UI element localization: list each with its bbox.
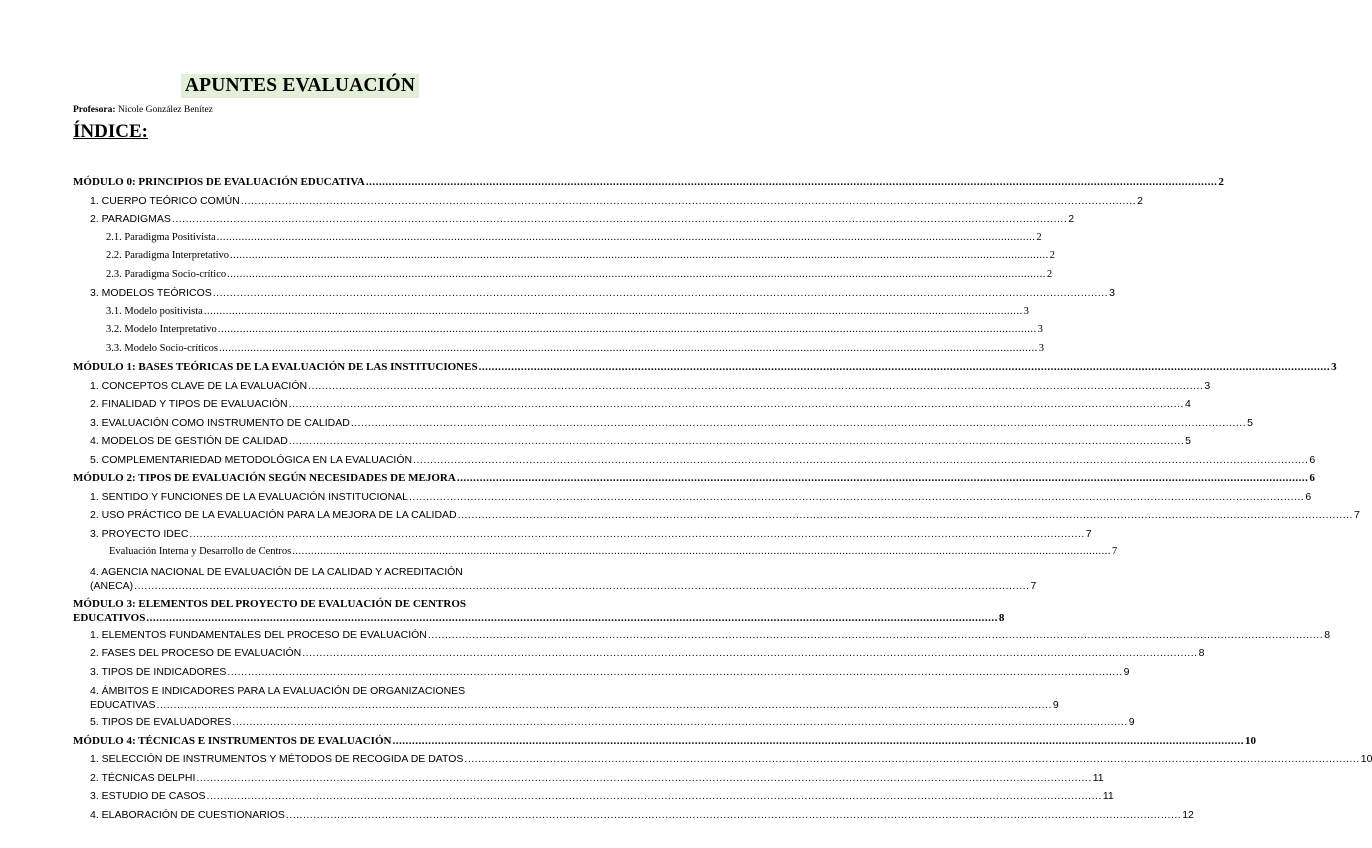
toc-entry[interactable] <box>73 324 1043 343</box>
toc-entry-label: 3. TIPOS DE INDICADORES <box>90 665 227 678</box>
toc-entry[interactable] <box>73 416 1253 436</box>
toc-entry[interactable] <box>73 509 1360 528</box>
toc-entry[interactable] <box>73 665 1130 685</box>
toc-page-number: 7 <box>1111 546 1118 557</box>
toc-page-number: 7 <box>1085 527 1092 540</box>
toc-entry[interactable] <box>73 647 1205 666</box>
toc-page-number: 9 <box>1052 699 1059 711</box>
toc-entry-label: 3.2. Modelo Interpretativo <box>106 324 217 335</box>
toc-entry-label: 3. ESTUDIO DE CASOS <box>90 790 206 802</box>
toc-entry[interactable] <box>73 546 1118 565</box>
toc-entry-label: EDUCATIVOS <box>73 611 146 624</box>
toc-page-number: 4 <box>1184 398 1191 410</box>
toc-entry-label: (ANECA) <box>90 579 134 592</box>
toc-leader-dots <box>213 287 1108 299</box>
toc-leader-dots <box>157 699 1052 711</box>
toc-entry-label-line1: 4. ÁMBITOS E INDICADORES PARA LA EVALUACIÓN DE ORGANIZACIONES <box>90 685 466 697</box>
toc-entry-label: 3. EVALUACIÓN COMO INSTRUMENTO DE CALIDAD <box>90 416 350 429</box>
toc-page-number: 8 <box>1198 647 1205 659</box>
toc-entry-label-line1: MÓDULO 3: ELEMENTOS DEL PROYECTO DE EVALUACIÓN DE CENTROS <box>73 597 467 610</box>
toc-page-number: 11 <box>1102 790 1114 802</box>
toc-entry-label: 4. MODELOS DE GESTIÓN DE CALIDAD <box>90 435 288 447</box>
toc-entry-label: MÓDULO 2: TIPOS DE EVALUACIÓN SEGÚN NECESIDADES DE MEJORA <box>73 472 456 484</box>
toc-entry-label: 2. PARADIGMAS <box>90 213 171 225</box>
toc-page-number: 2 <box>1036 231 1042 243</box>
toc-entry[interactable] <box>73 305 1029 325</box>
toc-leader-dots <box>189 528 1084 540</box>
toc-page-number: 7 <box>1353 509 1360 521</box>
toc-page-number: 9 <box>1128 716 1135 728</box>
toc-leader-dots <box>227 666 1122 678</box>
index-heading: ÍNDICE: <box>73 121 148 142</box>
toc-entry-label: 2.2. Paradigma Interpretativo <box>106 250 230 261</box>
toc-entry-label: 2.1. Paradigma Positivista <box>106 231 216 243</box>
toc-entry[interactable] <box>73 231 1042 251</box>
toc-entry-label: MÓDULO 0: PRINCIPIOS DE EVALUACIÓN EDUCATIVA <box>73 176 365 188</box>
toc-leader-dots <box>413 454 1308 466</box>
toc-leader-dots <box>479 361 1331 373</box>
toc-entry-label: MÓDULO 1: BASES TEÓRICAS DE LA EVALUACIÓN DE LAS INSTITUCIONES <box>73 361 478 373</box>
toc-page-number: 10 <box>1360 753 1372 765</box>
toc-entry-label: 3.1. Modelo positivista <box>106 305 203 317</box>
toc-leader-dots <box>217 232 1036 243</box>
toc-page-number: 2 <box>1046 268 1053 280</box>
toc-entry[interactable] <box>73 379 1211 399</box>
table-of-contents <box>73 176 1372 827</box>
toc-module-entry[interactable] <box>73 472 1315 491</box>
toc-entry[interactable] <box>73 565 1037 597</box>
professor-name: Nicole González Benítez <box>117 105 213 115</box>
toc-page-number: 8 <box>1324 628 1331 641</box>
toc-page-number: 10 <box>1244 734 1256 747</box>
toc-entry[interactable] <box>73 342 1044 362</box>
toc-entry[interactable] <box>73 790 1114 809</box>
toc-leader-dots <box>207 790 1102 802</box>
toc-entry-label: 1. SENTIDO Y FUNCIONES DE LA EVALUACIÓN INSTITUCIONAL <box>90 490 408 503</box>
toc-entry-label: 1. ELEMENTOS FUNDAMENTALES DEL PROCESO DE EVALUACIÓN <box>90 628 427 641</box>
professor-label: Profesora: <box>73 105 116 115</box>
toc-leader-dots <box>172 213 1067 225</box>
toc-entry-label: 3. PROYECTO IDEC <box>90 527 189 540</box>
toc-leader-dots <box>292 546 1111 557</box>
toc-leader-dots <box>227 269 1046 280</box>
toc-leader-dots <box>289 435 1184 447</box>
toc-leader-dots <box>351 417 1246 429</box>
toc-page-number: 3 <box>1038 342 1044 354</box>
toc-entry-label: 4. ELABORACIÓN DE CUESTIONARIOS <box>90 808 285 821</box>
toc-entry-label: MÓDULO 4: TÉCNICAS E INSTRUMENTOS DE EVALUACIÓN <box>73 734 392 747</box>
toc-page-number: 6 <box>1305 490 1312 503</box>
toc-module-entry[interactable] <box>73 734 1256 754</box>
toc-leader-dots <box>230 250 1049 261</box>
toc-entry-label: EDUCATIVAS <box>90 699 156 711</box>
toc-entry-label: 2. USO PRÁCTICO DE LA EVALUACIÓN PARA LA MEJORA DE LA CALIDAD <box>90 509 457 521</box>
toc-page-number: 5 <box>1185 435 1191 447</box>
toc-page-number: 11 <box>1092 771 1104 784</box>
toc-leader-dots <box>218 324 1037 335</box>
toc-leader-dots <box>232 716 1127 728</box>
toc-page-number: 3 <box>1037 324 1043 335</box>
toc-entry-label: 1. CONCEPTOS CLAVE DE LA EVALUACIÓN <box>90 379 308 392</box>
toc-entry[interactable] <box>73 771 1104 791</box>
toc-page-number: 7 <box>1030 579 1037 592</box>
toc-entry-label: 2.3. Paradigma Socio-crítico <box>106 268 227 280</box>
professor-line <box>73 105 213 115</box>
toc-page-number: 6 <box>1309 453 1316 466</box>
toc-leader-dots <box>392 735 1244 747</box>
toc-leader-dots <box>366 176 1218 188</box>
toc-leader-dots <box>204 306 1023 317</box>
toc-entry[interactable] <box>73 453 1316 473</box>
toc-page-number: 6 <box>1309 472 1315 484</box>
toc-entry[interactable] <box>73 628 1331 648</box>
toc-entry[interactable] <box>73 684 1059 716</box>
toc-entry-label: 2. FINALIDAD Y TIPOS DE EVALUACIÓN <box>90 398 288 410</box>
toc-entry-label: 2. TÉCNICAS DELPHI <box>90 771 196 784</box>
toc-page-number: 2 <box>1137 194 1143 207</box>
toc-entry-label-line1: 4. AGENCIA NACIONAL DE EVALUACIÓN DE LA CALIDAD Y ACREDITACIÓN <box>90 565 463 578</box>
toc-page-number: 3 <box>1023 305 1029 317</box>
toc-entry[interactable] <box>73 213 1075 232</box>
toc-page-number: 9 <box>1123 665 1130 678</box>
toc-entry[interactable] <box>73 194 1143 214</box>
toc-leader-dots <box>134 580 1029 592</box>
toc-module-entry[interactable] <box>73 176 1224 195</box>
toc-leader-dots <box>458 509 1353 521</box>
toc-leader-dots <box>219 343 1038 354</box>
toc-page-number: 3 <box>1109 287 1115 299</box>
toc-page-number: 3 <box>1331 361 1337 373</box>
toc-entry[interactable] <box>73 490 1312 510</box>
toc-leader-dots <box>286 809 1181 821</box>
toc-module-entry[interactable] <box>73 361 1337 380</box>
toc-page-number: 12 <box>1182 808 1194 821</box>
toc-entry[interactable] <box>73 527 1092 547</box>
toc-leader-dots <box>457 472 1309 484</box>
toc-entry[interactable] <box>73 808 1194 828</box>
toc-entry-label: 5. COMPLEMENTARIEDAD METODOLÓGICA EN LA EVALUACIÓN <box>90 453 413 466</box>
toc-leader-dots <box>196 772 1091 784</box>
toc-entry-label: 5. TIPOS DE EVALUADORES <box>90 716 232 728</box>
toc-leader-dots <box>289 398 1184 410</box>
toc-entry-label: 1. SELECCIÓN DE INSTRUMENTOS Y MÉTODOS DE RECOGIDA DE DATOS <box>90 753 464 765</box>
toc-entry[interactable] <box>73 398 1191 417</box>
toc-entry[interactable] <box>73 435 1191 454</box>
toc-page-number: 2 <box>1049 250 1056 261</box>
toc-page-number: 2 <box>1218 176 1224 188</box>
toc-entry[interactable] <box>73 716 1135 735</box>
toc-entry[interactable] <box>73 250 1056 269</box>
title-container <box>0 74 600 98</box>
toc-leader-dots <box>308 380 1203 392</box>
toc-entry-label: 2. FASES DEL PROCESO DE EVALUACIÓN <box>90 647 302 659</box>
toc-leader-dots <box>409 491 1304 503</box>
document-title: APUNTES EVALUACIÓN <box>181 74 419 98</box>
toc-page-number: 3 <box>1204 379 1211 392</box>
toc-entry[interactable] <box>73 268 1053 288</box>
toc-entry[interactable] <box>73 597 1005 629</box>
toc-leader-dots <box>428 629 1323 641</box>
toc-page-number: 8 <box>998 611 1005 624</box>
toc-entry[interactable] <box>73 753 1372 772</box>
toc-page-number: 5 <box>1247 416 1253 429</box>
toc-leader-dots <box>146 612 998 624</box>
toc-leader-dots <box>241 195 1136 207</box>
toc-leader-dots <box>302 647 1197 659</box>
toc-entry-label: Evaluación Interna y Desarrollo de Centros <box>109 546 292 557</box>
toc-page-number: 2 <box>1068 213 1075 225</box>
toc-leader-dots <box>464 753 1359 765</box>
toc-entry[interactable] <box>73 287 1115 306</box>
toc-entry-label: 3. MODELOS TEÓRICOS <box>90 287 212 299</box>
toc-entry-label: 3.3. Modelo Socio-críticos <box>106 342 218 354</box>
toc-entry-label: 1. CUERPO TEÓRICO COMÚN <box>90 194 240 207</box>
